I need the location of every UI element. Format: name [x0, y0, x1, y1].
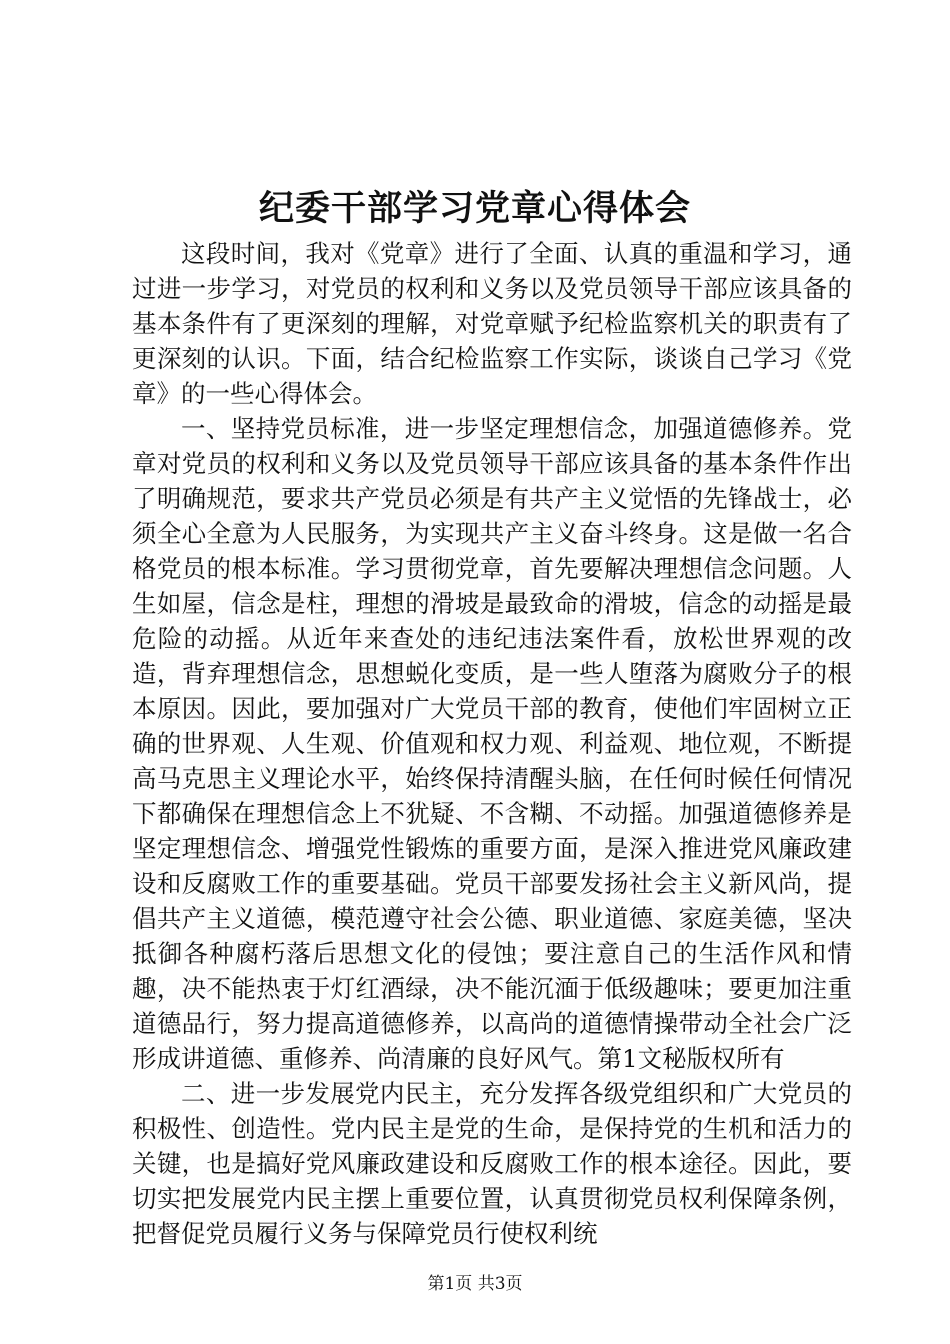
- paragraph-intro: 这段时间，我对《党章》进行了全面、认真的重温和学习，通过进一步学习，对党员的权利和义务以及党员领导干部应该具备的基本条件有了更深刻的理解，对党章赋予纪检监察机关的职责有了更深刻的认识。下面，结合纪检监察工作实际，谈谈自己学习《党章》的一些心得体会。: [132, 239, 852, 408]
- document-title: 纪委干部学习党章心得体会: [258, 188, 691, 229]
- page-footer: 第1页 共3页: [427, 1274, 523, 1294]
- paragraph-section-one: 一、坚持党员标准，进一步坚定理想信念，加强道德修养。党章对党员的权利和义务以及党员领导干部应该具备的基本条件作出了明确规范，要求共产党员必须是有共产主义觉悟的先锋战士，必须全心全意为人民服务，为实现共产主义奋斗终身。这是做一名合格党员的根本标准。学习贯彻党章，首先要解决理想信念问题。人生如屋，信念是柱，理想的滑坡是最致命的滑坡，信念的动摇是最危险的动摇。从近年来查处的违纪违法案件看，放松世界观的改造，背弃理想信念，思想蜕化变质，是一些人堕落为腐败分子的根本原因。因此，要加强对广大党员干部的教育，使他们牢固树立正确的世界观、人生观、价值观和权力观、利益观、地位观，不断提高马克思主义理论水平，始终保持清醒头脑，在任何时候任何情况下都确保在理想信念上不犹疑、不含糊、不动摇。加强道德修养是坚定理想信念、增强党性锻炼的重要方面，是深入推进党风廉政建设和反腐败工作的重要基础。党员干部要发扬社会主义新风尚，提倡共产主义道德，模范遵守社会公德、职业道德、家庭美德，坚决抵御各种腐朽落后思想文化的侵蚀；要注意自己的生活作风和情趣，决不能热衷于灯红酒绿，决不能沉湎于低级趣味；要更加注重道德品行，努力提高道德修养，以高尚的道德情操带动全社会广泛形成讲道德、重修养、尚清廉的良好风气。第1文秘版权所有: [132, 414, 852, 1073]
- paragraph-section-two: 二、进一步发展党内民主，充分发挥各级党组织和广大党员的积极性、创造性。党内民主是党的生命，是保持党的生机和活力的关键，也是搞好党风廉政建设和反腐败工作的根本途径。因此，要切实把发展党内民主摆上重要位置，认真贯彻党员权利保障条例，把督促党员履行义务与保障党员行使权利统: [132, 1079, 852, 1248]
- document-body: [132, 236, 852, 1251]
